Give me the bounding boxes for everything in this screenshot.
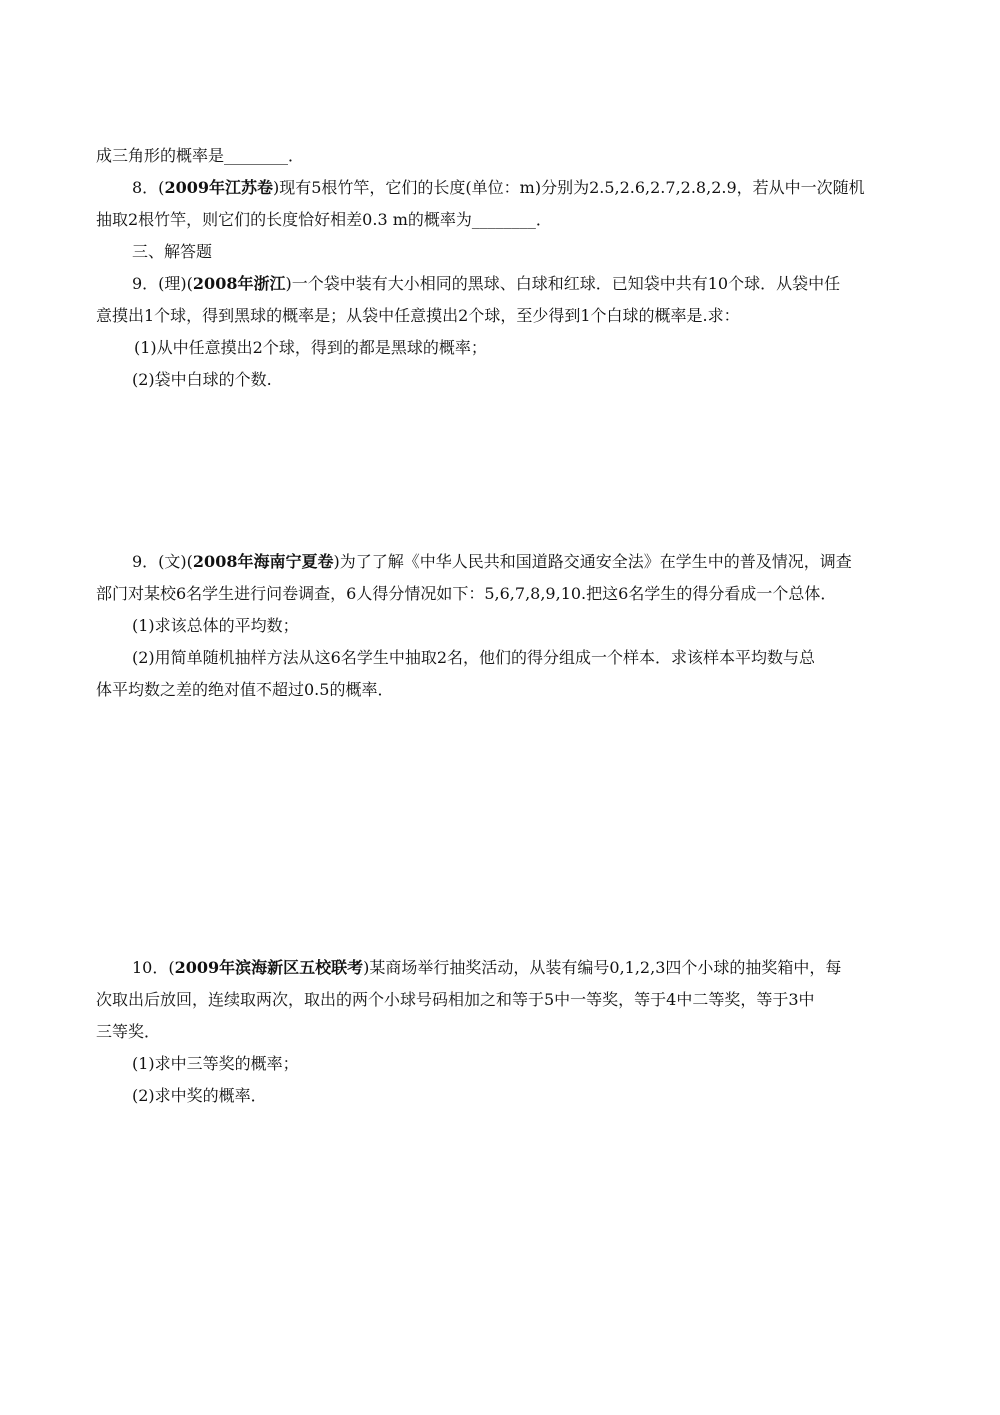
question-9-wen-number: 9．(文)(	[132, 552, 193, 571]
question-8-text: )现有5根竹竿，它们的长度(单位：m)分别为2.5,2.6,2.7,2.8,2.9，若从中一次随机	[272, 178, 865, 197]
question-8-line2: 抽取2根竹竿，则它们的长度恰好相差0.3 m的概率为________．	[96, 210, 552, 229]
question-9-li-part1: (1)从中任意摸出2个球，得到的都是黑球的概率；	[134, 338, 487, 357]
question-10-line3: 三等奖．	[96, 1022, 161, 1041]
question-8-source: 2009年江苏卷	[164, 178, 273, 197]
question-10-source: 2009年滨海新区五校联考	[174, 958, 364, 977]
question-9-wen-source: 2008年海南宁夏卷	[192, 552, 334, 571]
question-10-number: 10．(	[132, 958, 175, 977]
question-9-wen-line2: 部门对某校6名学生进行问卷调查，6人得分情况如下：5,6,7,8,9,10.把这6名学生的得分看成一个总体．	[96, 584, 837, 603]
question-9-li-text: )一个袋中装有大小相同的黑球、白球和红球．已知袋中共有10个球．从袋中任	[285, 274, 841, 293]
question-7-tail: 成三角形的概率是________．	[96, 146, 305, 165]
question-10-line1	[132, 958, 908, 978]
question-9-wen-text: )为了了解《中华人民共和国道路交通安全法》在学生中的普及情况，调查	[333, 552, 852, 571]
question-9-wen-part2-line2: 体平均数之差的绝对值不超过0.5的概率．	[96, 680, 394, 699]
question-9-li-line1	[132, 274, 908, 294]
question-9-wen-line1	[132, 552, 908, 572]
section-heading: 三、解答题	[132, 242, 213, 261]
question-9-li-source: 2008年浙江	[192, 274, 286, 293]
question-9-li-line2: 意摸出1个球，得到黑球的概率是；从袋中任意摸出2个球，至少得到1个白球的概率是.求：	[96, 306, 740, 325]
question-8-line1	[132, 178, 908, 198]
question-10-text: )某商场举行抽奖活动，从装有编号0,1,2,3四个小球的抽奖箱中，每	[363, 958, 842, 977]
question-9-li-number: 9．(理)(	[132, 274, 193, 293]
question-9-wen-part1: (1)求该总体的平均数；	[132, 616, 299, 635]
question-9-li-part2: (2)袋中白球的个数.	[132, 370, 272, 389]
question-10-part1: (1)求中三等奖的概率；	[132, 1054, 299, 1073]
question-9-wen-part2-line1: (2)用简单随机抽样方法从这6名学生中抽取2名，他们的得分组成一个样本．求该样本平均数与总	[132, 648, 816, 667]
question-8-number: 8．(	[132, 178, 165, 197]
question-10-part2: (2)求中奖的概率．	[132, 1086, 267, 1105]
question-10-line2: 次取出后放回，连续取两次，取出的两个小球号码相加之和等于5中一等奖，等于4中二等奖，等于3中	[96, 990, 815, 1009]
